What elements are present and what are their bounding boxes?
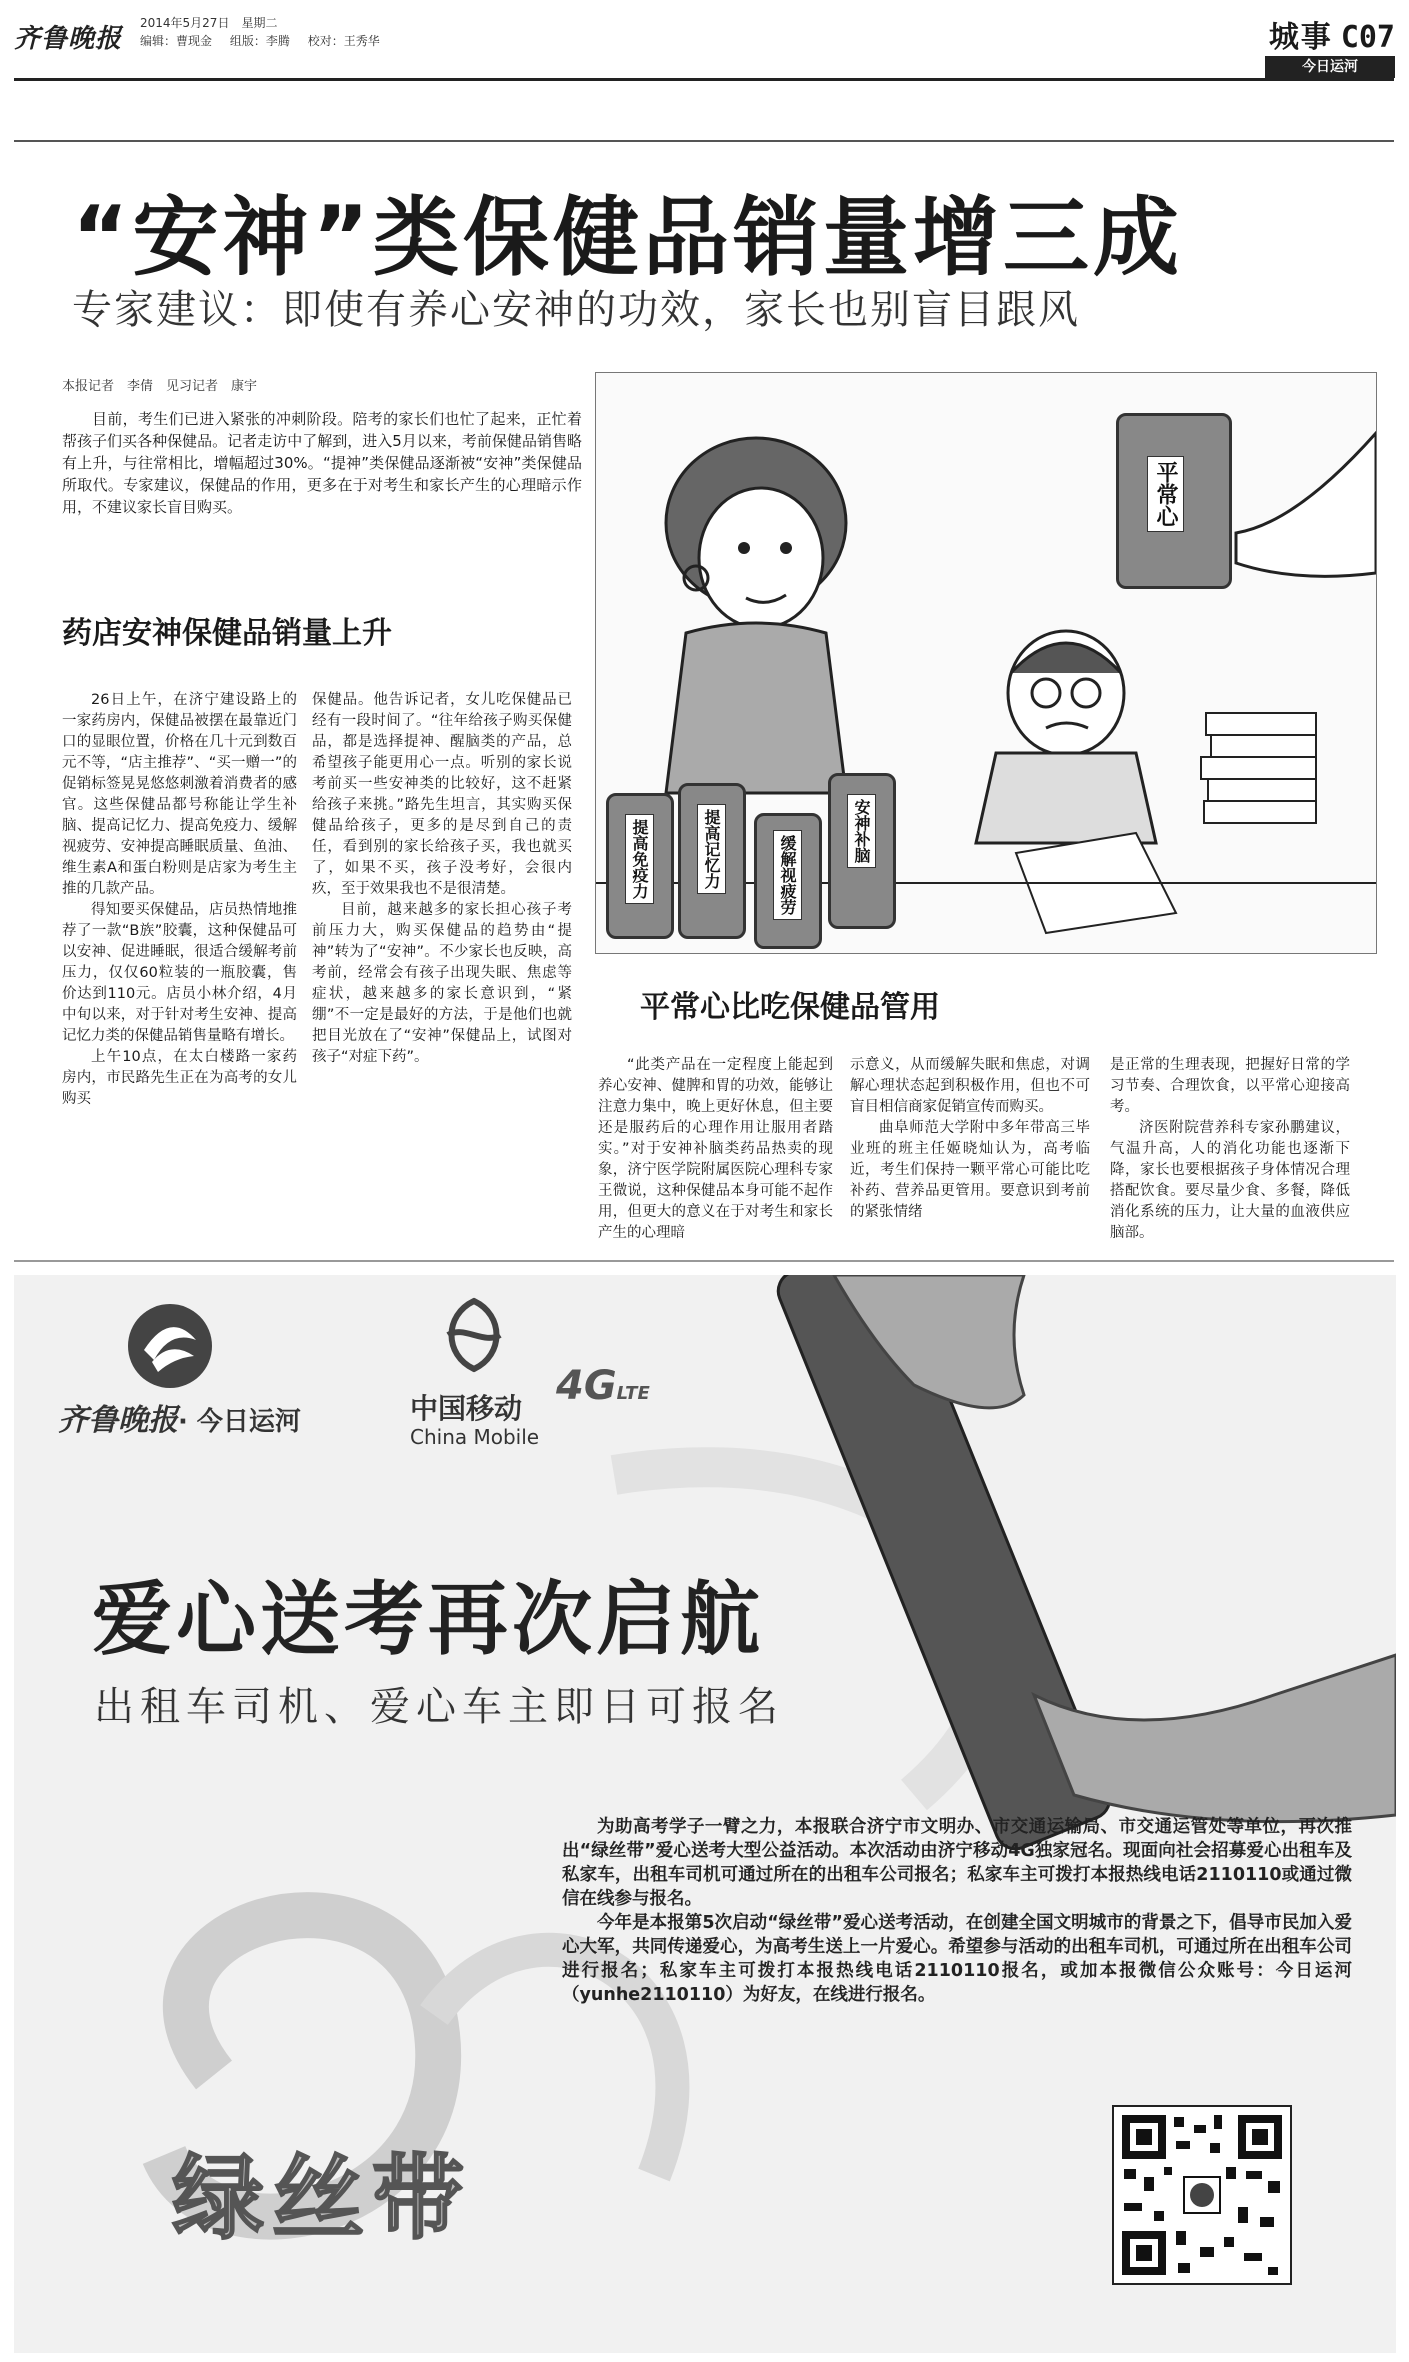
jar-brain-calm <box>828 773 896 929</box>
section-divider <box>14 140 1394 142</box>
byline: 本报记者 李倩 见习记者 康宇 <box>62 379 258 394</box>
qr-code-icon <box>1114 2107 1290 2283</box>
column-name: 今日运河 <box>1265 56 1395 78</box>
bottle-calm-mind <box>1116 413 1232 589</box>
jar-label: 缓解视疲劳 <box>773 830 802 920</box>
green-ribbon-title: 绿丝带 <box>172 2145 473 2252</box>
sponsor-name-cn: 中国移动 <box>410 1392 523 1425</box>
article-column-2 <box>312 690 572 1068</box>
article-divider <box>14 1260 1394 1262</box>
paragraph: 目前，越来越多的家长担心孩子考前压力大，购买保健品的趋势由“提神”转为了“安神”。不少家长也反映，高考前，经常会有孩子出现失眠、焦虑等症状，越来越多的家长意识到，“紧绷”不一定是最好的方法，于是他们也就把目光放在了“安神”保健品上，试图对孩子“对症下药”。 <box>312 902 572 1065</box>
paragraph: 26日上午，在济宁建设路上的一家药房内，保健品被摆在最靠近门口的显眼位置，价格在几十元到数百元不等，“店主推荐”、“买一赠一”的促销标签晃晃悠悠刺激着消费者的感官。这些保健品都号称能让学生补脑、提高记忆力、提高免疫力、缓解视疲劳、安神提高睡眠质量、鱼油、维生素A和蛋白粉则是店家为考生主推的几款产品。 <box>62 692 297 897</box>
paragraph: 是正常的生理表现，把握好日常的学习节奏、合理饮食，以平常心迎接高考。 <box>1110 1057 1350 1115</box>
paragraph: 保健品。他告诉记者，女儿吃保健品已经有一段时间了。“往年给孩子购买保健品，都是选择提神、醒脑类的产品，总希望孩子能更用心一点。听别的家长说考前买一些安神类的比较好，这不赶紧给孩子来挑。”路先生坦言，其实购买保健品给孩子，更多的是尽到自己的责任，看到别的家长给孩子买，我也就买了，如果不买，孩子没考好，会很内疚，至于效果我也不是很清楚。 <box>312 692 572 897</box>
sponsor-4g-logo <box>556 1363 650 1409</box>
jar-label: 提高记忆力 <box>697 804 726 894</box>
partner-logo-sub: · 今日运河 <box>178 1407 301 1437</box>
article-column-4 <box>850 1055 1090 1223</box>
partner-logo-name: 齐鲁晚报 <box>58 1403 178 1438</box>
ad-body <box>562 1815 1352 2007</box>
jar-label: 安神补脑 <box>847 794 876 868</box>
qilu-logo-icon <box>124 1300 216 1392</box>
qr-code[interactable] <box>1112 2105 1292 2285</box>
paragraph: “此类产品在一定程度上能起到养心安神、健脾和胃的功效，能够让注意力集中，晚上更好休息，但主要还是服药后的心理作用让服用者踏实。”对于安神补脑类药品热卖的现象，济宁医学院附属医院心理科专家王微说，这种保健品本身可能不起作用，但更大的意义在于对考生和家长产生的心理暗 <box>598 1057 833 1241</box>
section-name: 城事 <box>1268 20 1333 55</box>
ad-title: 爱心送考再次启航 <box>92 1573 764 1666</box>
jar-eye-fatigue <box>754 813 822 949</box>
credits <box>140 32 394 50</box>
date-line: 2014年5月27日 星期二 <box>140 16 278 30</box>
sponsor-lte: LTE <box>616 1383 650 1404</box>
advertisement <box>14 1275 1396 2353</box>
header-meta <box>140 14 394 50</box>
paragraph: 济医附院营养科专家孙鹏建议，气温升高，人的消化功能也逐渐下降，家长也要根据孩子身体情况合理搭配饮食。要尽量少食、多餐，降低消化系统的压力，让大量的血液供应脑部。 <box>1110 1120 1350 1241</box>
ad-subtitle: 出租车司机、爱心车主即日可报名 <box>94 1684 784 1730</box>
layout-credit: 组版：李腾 <box>229 34 290 48</box>
section-heading-2: 平常心比吃保健品管用 <box>640 990 940 1025</box>
section-heading-1: 药店安神保健品销量上升 <box>62 616 392 651</box>
section-tag <box>1235 12 1395 56</box>
ad-paragraph: 为助高考学子一臂之力，本报联合济宁市文明办、市交通运输局、市交通运管处等单位，再次推出“绿丝带”爱心送考大型公益活动。本次活动由济宁移动4G独家冠名。现面向社会招募爱心出租车及私家车，出租车司机可通过所在的出租车公司报名；私家车主可拨打本报热线电话2110110或通过微信在线参与报名。 <box>562 1817 1352 1909</box>
paragraph: 示意义，从而缓解失眠和焦虑，对调解心理状态起到积极作用，但也不可盲目相信商家促销宣传而购买。 <box>850 1057 1090 1115</box>
cartoon-illustration <box>595 372 1377 954</box>
bottle-label: 平常心 <box>1147 456 1184 532</box>
paragraph: 得知要买保健品，店员热情地推荐了一款“B族”胶囊，这种保健品可以安神、促进睡眠，很适合缓解考前压力，仅仅60粒装的一瓶胶囊，售价达到110元。店员小林介绍，4月中旬以来，对于针对考生安神、提高记忆力类的保健品销售量略有增长。 <box>62 902 297 1044</box>
jar-label: 提高免疫力 <box>625 814 654 904</box>
jar-immunity <box>606 793 674 939</box>
partner-logo <box>58 1395 301 1439</box>
page-number: C07 <box>1340 20 1395 55</box>
china-mobile-logo-icon <box>434 1295 514 1375</box>
lead-paragraph: 目前，考生们已进入紧张的冲刺阶段。陪考的家长们也忙了起来，正忙着帮孩子们买各种保健品。记者走访中了解到，进入5月以来，考前保健品销售略有上升，与往常相比，增幅超过30%。“提神”类保健品逐渐被“安神”类保健品所取代。专家建议，保健品的作用，更多在于对考生和家长产生的心理暗示作用，不建议家长盲目购买。 <box>62 410 582 516</box>
masthead-logo: 齐鲁晚报 <box>14 24 123 54</box>
sponsor-4g: 4G <box>556 1363 617 1409</box>
article-column-3 <box>598 1055 833 1244</box>
ad-paragraph: 今年是本报第5次启动“绿丝带”爱心送考活动，在创建全国文明城市的背景之下，倡导市民加入爱心大军，共同传递爱心，为高考生送上一片爱心。希望参与活动的出租车司机，可通过所在出租车公司进行报名；私家车主可拨打本报热线电话2110110报名，或加本报微信公众账号：今日运河（yunhe2110110）为好友，在线进行报名。 <box>562 1913 1352 2005</box>
paragraph: 曲阜师范大学附中多年带高三毕业班的班主任姬晓灿认为，高考临近，考生们保持一颗平常心可能比吃补药、营养品更管用。要意识到考前的紧张情绪 <box>850 1120 1090 1220</box>
sponsor-name-en: China Mobile <box>410 1425 540 1449</box>
article-column-5 <box>1110 1055 1350 1244</box>
article-column-1 <box>62 690 297 1110</box>
headline: “安神”类保健品销量增三成 <box>72 188 1184 288</box>
editor-credit: 编辑：曹现金 <box>140 34 213 48</box>
proof-credit: 校对：王秀华 <box>307 34 380 48</box>
subheadline: 专家建议：即使有养心安神的功效，家长也别盲目跟风 <box>72 287 1080 333</box>
header-divider <box>14 78 1394 81</box>
paragraph: 上午10点，在太白楼路一家药房内，市民路先生正在为高考的女儿购买 <box>62 1049 297 1107</box>
jar-memory <box>678 783 746 939</box>
